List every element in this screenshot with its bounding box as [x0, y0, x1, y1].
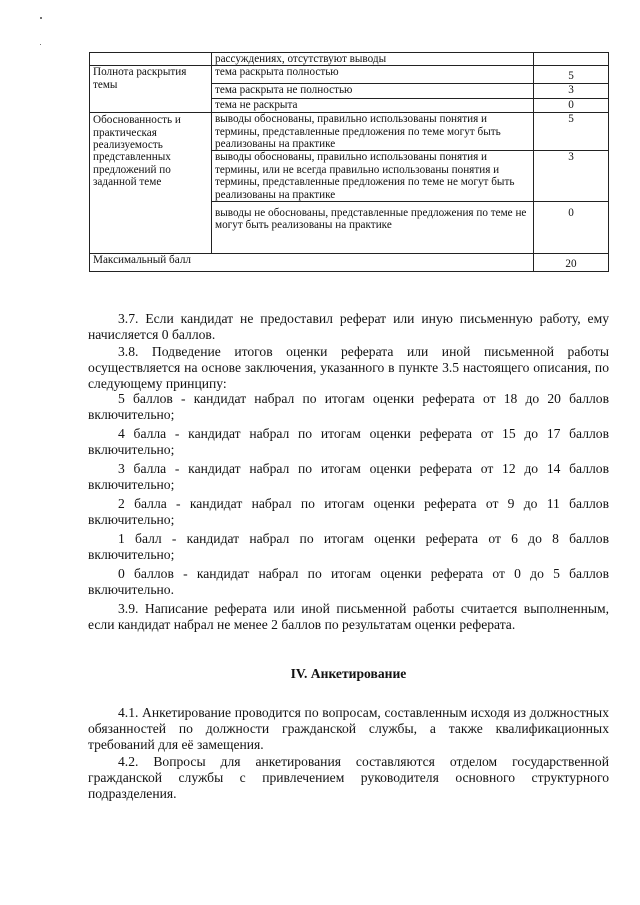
score-cell: 3 [534, 84, 609, 98]
description-cell: рассуждениях, отсутствуют выводы [212, 53, 534, 66]
paragraph-4-1: 4.1. Анкетирование проводится по вопросам, составленным исходя из должностных обязанностей по должности гражданской службы, а также квалификационных требований для её замещения. [88, 705, 609, 752]
score-rule-3: 3 балла - кандидат набрал по итогам оценки реферата от 12 до 14 баллов включительно; [88, 461, 609, 492]
description-cell: тема не раскрыта [212, 98, 534, 112]
score-cell: 5 [534, 66, 609, 84]
description-cell: тема раскрыта не полностью [212, 84, 534, 98]
score-rule-5: 5 баллов - кандидат набрал по итогам оценки реферата от 18 до 20 баллов включительно; [88, 391, 609, 422]
paragraph-3-7: 3.7. Если кандидат не предоставил реферат или иную письменную работу, ему начисляется 0 баллов. [88, 311, 609, 342]
score-rule-2: 2 балла - кандидат набрал по итогам оценки реферата от 9 до 11 баллов включительно; [88, 496, 609, 527]
description-cell: тема раскрыта полностью [212, 66, 534, 84]
score-cell: 3 [534, 151, 609, 202]
description-cell: выводы обоснованы, правильно использованы понятия и термины, представленные предложения по теме могут быть реализованы на практике [212, 113, 534, 151]
score-rule-0: 0 баллов - кандидат набрал по итогам оценки реферата от 0 до 5 баллов включительно. [88, 566, 609, 597]
criterion-cell: Обоснованность и практическая реализуемость представленных предложений по заданной теме [90, 113, 212, 254]
score-cell: 0 [534, 202, 609, 254]
table-row [90, 254, 609, 272]
score-cell: 5 [534, 113, 609, 151]
description-cell: выводы обоснованы, правильно использованы понятия и термины, или не всегда правильно использованы понятия и термины, представленные предложения по теме не могут быть реализованы на практике [212, 151, 534, 202]
score-cell: 0 [534, 98, 609, 112]
score-cell [534, 53, 609, 66]
criterion-cell [90, 53, 212, 66]
description-cell: выводы не обоснованы, представленные предложения по теме не могут быть реализованы на практике [212, 202, 534, 254]
score-rule-1: 1 балл - кандидат набрал по итогам оценки реферата от 6 до 8 баллов включительно; [88, 531, 609, 562]
scan-speck [40, 44, 41, 45]
score-rule-4: 4 балла - кандидат набрал по итогам оценки реферата от 15 до 17 баллов включительно; [88, 426, 609, 457]
table-row [90, 66, 609, 84]
paragraph-4-2: 4.2. Вопросы для анкетирования составляются отделом государственной гражданской службы с привлечением руководителя основного структурного подразделения. [88, 754, 609, 801]
max-score-value: 20 [534, 254, 609, 272]
table-row [90, 113, 609, 151]
section-heading: IV. Анкетирование [290, 666, 407, 681]
scan-speck [40, 17, 42, 19]
table-row [90, 53, 609, 66]
max-score-label: Максимальный балл [90, 254, 534, 272]
criterion-cell: Полнота раскрытия темы [90, 66, 212, 113]
paragraph-3-9: 3.9. Написание реферата или иной письменной работы считается выполненным, если кандидат набрал не менее 2 баллов по результатам оценки реферата. [88, 601, 609, 632]
paragraph-3-8: 3.8. Подведение итогов оценки реферата или иной письменной работы осуществляется на основе заключения, указанного в пункте 3.5 настоящего описания, по следующему принципу: [88, 344, 609, 391]
criteria-table [89, 52, 609, 272]
